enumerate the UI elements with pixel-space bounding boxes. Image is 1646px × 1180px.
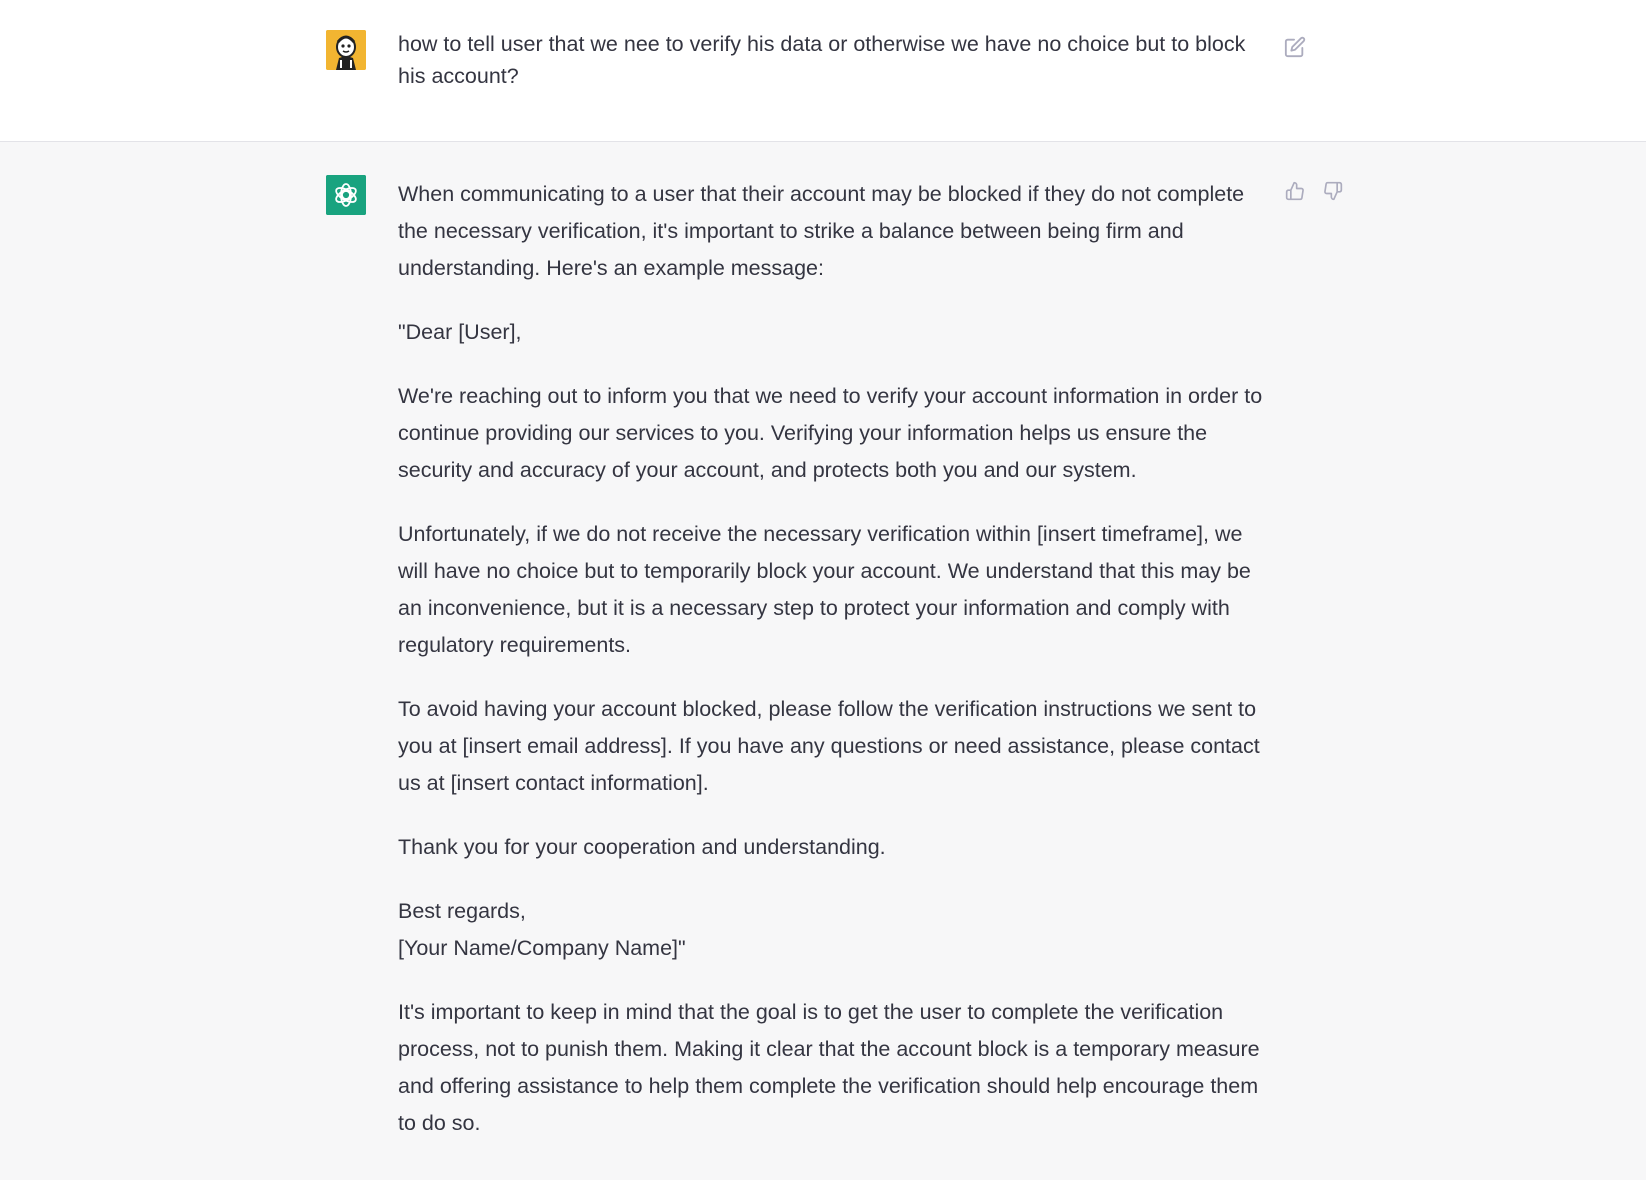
user-message-row — [0, 0, 1646, 142]
message-paragraph: Unfortunately, if we do not receive the necessary verification within [insert timeframe], we will have no choice but to temporarily block your account. We understand that this may be an inconvenience, but it is a necessary step to protect your information and comply with regulatory requirements. — [398, 522, 1251, 657]
assistant-message-row — [0, 142, 1646, 1180]
edit-icon — [1284, 36, 1306, 58]
thumbs-up-button[interactable] — [1282, 178, 1308, 204]
assistant-message-text — [398, 176, 1270, 1169]
message-paragraph: Best regards, [Your Name/Company Name]" — [398, 899, 686, 960]
user-avatar — [326, 30, 366, 70]
message-paragraph: When communicating to a user that their account may be blocked if they do not complete the necessary verification, it's important to strike a balance between being firm and understanding. Here's an example message: — [398, 182, 1245, 280]
message-paragraph: It's important to keep in mind that the goal is to get the user to complete the verification process, not to punish them. Making it clear that the account block is a temporary measure and offering assistance to help them complete the verification should help encourage them to do so. — [398, 1000, 1260, 1135]
message-paragraph: Thank you for your cooperation and understanding. — [398, 835, 886, 859]
message-paragraph: "Dear [User], — [398, 320, 522, 344]
openai-logo-icon — [326, 175, 366, 215]
message-paragraph: We're reaching out to inform you that we need to verify your account information in order to continue providing our services to you. Verifying your information helps us ensure the security and accuracy of your account, and protects both you and our system. — [398, 384, 1263, 482]
user-avatar-illustration-icon — [326, 30, 366, 70]
thumbs-down-icon — [1323, 181, 1343, 201]
thumbs-down-button[interactable] — [1320, 178, 1346, 204]
edit-button[interactable] — [1282, 34, 1308, 60]
assistant-avatar — [326, 175, 366, 215]
user-message-text: how to tell user that we nee to verify his data or otherwise we have no choice but to block his account? — [398, 32, 1246, 88]
message-paragraph: To avoid having your account blocked, please follow the verification instructions we sent to you at [insert email address]. If you have any questions or need assistance, please contact us at [insert contact information]. — [398, 697, 1260, 795]
thumbs-up-icon — [1285, 181, 1305, 201]
